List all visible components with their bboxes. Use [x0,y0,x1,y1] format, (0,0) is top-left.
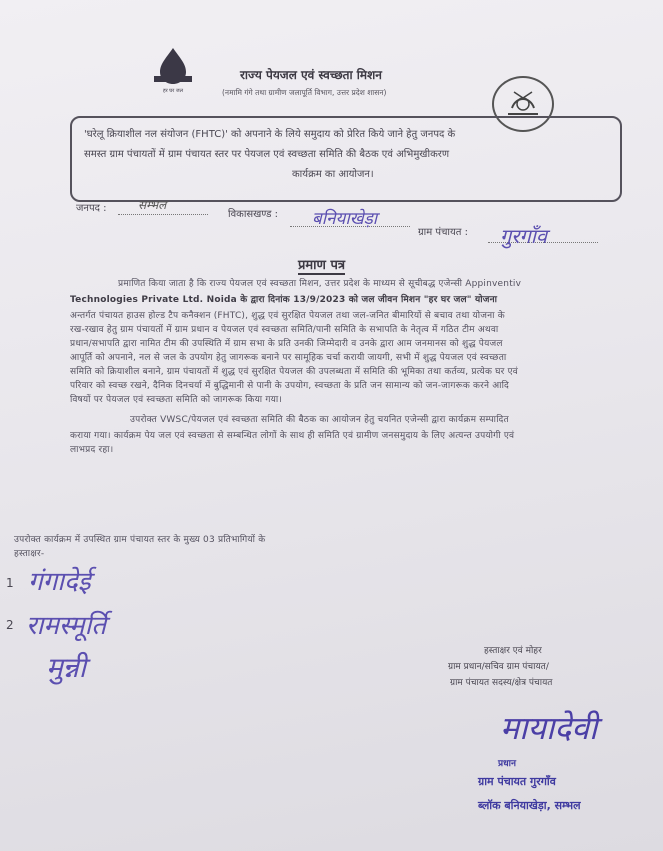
subject-box [70,116,622,202]
body-line-9: विषयों पर पेयजल एवं स्वच्छता समिति को जागरूक किया गया। [70,395,283,405]
body-line-10: उपरोक्त VWSC/पेयजल एवं स्वच्छता समिति की बैठक का आयोजन हेतु चयनित एजेन्सी द्वारा कार्यक्रम सम्पादित [130,415,509,425]
sig-number-2: 2 [6,618,14,632]
header-subtitle: (नमामि गंगे तथा ग्रामीण जलापूर्ति विभाग, उत्तर प्रदेश शासन) [222,88,387,97]
panchayat-label: ग्राम पंचायत : [418,227,469,238]
body-line-7: समिति को क्रियाशील बनाने, ग्राम पंचायतों में शुद्ध एवं सुरक्षित पेयजल की उपलब्धता में समिति की भूमिका तथा कर्तव्य, प्रत्येक घर एवं [70,367,518,377]
subject-line-2: समस्त ग्राम पंचायतों में ग्राम पंचायत स्तर पर पेयजल एवं स्वच्छता समिति की बैठक एवं अभिमुखीकरण [84,149,450,160]
body-line-11: कराया गया। कार्यक्रम पेय जल एवं स्वच्छता से सम्बन्धित लोगों के साथ ही समिति एवं ग्रामीण जनसमुदाय के लिए अत्यन्त उपयोगी एवं [70,431,515,441]
block-value: बनियाखेड़ा [312,209,378,229]
body-line-8: परिवार को स्वच्छ रखने, दैनिक दिनचर्या में बुद्धिमानी से पानी के उपयोग, स्वच्छता के प्रति जन सामान्य को जन-जागरूक करने आदि [70,381,509,391]
header-title: राज्य पेयजल एवं स्वच्छता मिशन [240,68,382,82]
district-label: जनपद : [76,203,107,214]
block-label: विकासखण्ड : [228,209,279,220]
stamp-line-3: ब्लॉक बनियाखेड़ा, सम्भल [478,799,581,812]
participants-intro-1: उपरोक्त कार्यक्रम में उपस्थित ग्राम पंचायत स्तर के मुख्य 03 प्रतिभागियों के [14,535,266,545]
participant-signature-1: गंगादेई [28,567,91,597]
stamp-line-2: ग्राम पंचायत गुरगाँव [478,775,556,788]
body-line-3: अन्तर्गत पंचायत हाउस होल्ड टैप कनैक्शन (FHTC), शुद्ध एवं सुरक्षित पेयजल तथा जल-जनित बीमारियों से बचाव तथा योजना के [70,311,505,321]
jal-jeevan-logo-icon [148,44,198,96]
panchayat-value: गुरगाँव [500,224,547,248]
participant-signature-3: मुन्नी [46,651,86,684]
sig-number-1: 1 [6,576,14,590]
body-line-1: प्रमाणित किया जाता है कि राज्य पेयजल एवं स्वच्छता मिशन, उत्तर प्रदेश के माध्यम से सूचीबद्ध एजेन्सी Appinventiv [118,279,522,289]
certificate-title: प्रमाण पत्र [298,255,345,275]
subject-line-3: कार्यक्रम का आयोजन। [292,169,374,180]
signatory-label-3: ग्राम पंचायत सदस्य/क्षेत्र पंचायत [450,678,553,688]
stamp-line-1: प्रधान [498,759,516,769]
district-value: सम्भल [138,198,167,212]
body-line-4: रख-रखाव हेतु ग्राम पंचायतों में ग्राम प्रधान व पेयजल एवं स्वच्छता समिति/पानी समिति के सभापति के नेतृत्व में गठित टीम अथवा [70,325,499,335]
body-line-2: Technologies Private Ltd. Noida के द्वारा दिनांक 13/9/2023 को जल जीवन मिशन "हर घर जल" योजना [70,295,498,305]
logo-caption: हर घर जल [163,88,183,94]
participant-signature-2: रामस्मूर्ति [26,611,107,641]
pradhan-signature: मायादेवी [500,709,598,747]
district-underline [118,214,208,215]
signatory-label-2: ग्राम प्रधान/सचिव ग्राम पंचायत/ [448,662,549,672]
participants-intro-2: हस्ताक्षर- [14,549,45,559]
signatory-label-1: हस्ताक्षर एवं मोहर [484,646,542,656]
body-line-5: प्रधान/सभापति द्वारा नामित टीम की उपस्थिति में ग्राम सभा के प्रति उनकी जिम्मेदारी व उनके द्वारा आम जनमानस को शुद्ध पेयजल [70,339,503,349]
subject-line-1: 'घरेलू क्रियाशील नल संयोजन (FHTC)' को अपनाने के लिये समुदाय को प्रेरित किये जाने हेतु जनपद के [84,129,456,140]
body-line-6: आपूर्ति को अपनाने, नल से जल के उपयोग हेतु जागरूक बनाने पर सामूहिक चर्चा करायी जायगी, सभी में शुद्ध पेयजल एवं स्वच्छता [70,353,507,363]
body-line-12: लाभप्रद रहा। [70,445,114,455]
